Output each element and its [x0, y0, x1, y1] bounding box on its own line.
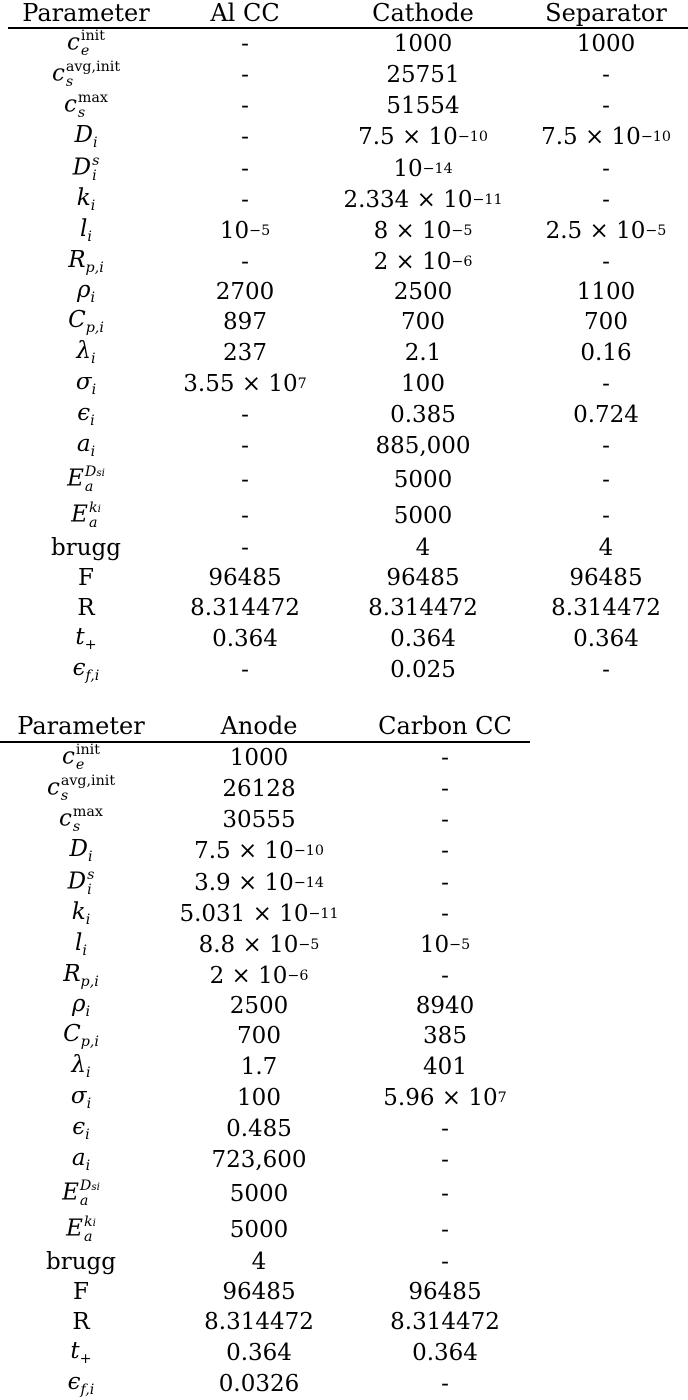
- table-row: [0, 1277, 688, 1307]
- parameter-symbol: $k_i$: [76, 184, 96, 214]
- value-separator: -: [602, 155, 610, 182]
- value-anode: 96485: [222, 1278, 296, 1305]
- value-separator: -: [602, 186, 610, 213]
- parameter-symbol: $l_i$: [75, 929, 87, 959]
- table-row: [0, 1337, 688, 1369]
- table-row: [0, 991, 688, 1021]
- parameter-symbol: c max s: [59, 804, 103, 836]
- table-row: [0, 461, 688, 499]
- table-row: [0, 91, 688, 121]
- value-al-cc: -: [241, 656, 249, 683]
- parameter-symbol: $t_+$: [75, 623, 97, 653]
- parameter-symbol: $a_i$: [71, 1144, 91, 1174]
- value-separator: 1100: [576, 278, 636, 305]
- parameter-symbol: F: [78, 564, 94, 591]
- value-al-cc: 2700: [215, 278, 275, 305]
- value-al-cc: -: [241, 432, 249, 459]
- value-al-cc: -: [241, 61, 249, 88]
- value-cathode: 96485: [386, 564, 460, 591]
- table-row: [0, 215, 688, 247]
- value-al-cc: -: [241, 248, 249, 275]
- value-al-cc: -: [241, 401, 249, 428]
- table-row: [0, 805, 688, 835]
- value-anode: 8.8 × 10 −5: [198, 931, 320, 958]
- value-anode: 723,600: [211, 1146, 307, 1173]
- parameter-symbol: $\rho_i$: [71, 990, 91, 1020]
- parameter-symbol: $\sigma_i$: [70, 1082, 92, 1112]
- column-header-parameter: Parameter: [17, 712, 145, 740]
- parameter-symbol: $C_{p,i}$: [63, 1020, 99, 1050]
- parameter-symbol: brugg: [46, 1248, 116, 1275]
- value-cathode: 25751: [386, 61, 460, 88]
- parameter-symbol: $k_i$: [71, 898, 91, 928]
- table-row: [0, 369, 688, 399]
- value-al-cc: -: [241, 466, 249, 493]
- value-anode: 8.314472: [204, 1308, 314, 1335]
- value-carbon-cc: 0.364: [412, 1339, 478, 1366]
- value-al-cc: -: [241, 186, 249, 213]
- value-al-cc: -: [241, 502, 249, 529]
- value-cathode: 5000: [393, 466, 453, 493]
- parameter-symbol: $\epsilon_i$: [77, 399, 95, 429]
- parameter-symbol: $\epsilon_i$: [72, 1113, 90, 1143]
- value-anode: 1000: [229, 744, 289, 771]
- value-carbon-cc: 10 −5: [419, 931, 471, 958]
- value-separator: 96485: [569, 564, 643, 591]
- value-al-cc: 0.364: [212, 625, 278, 652]
- value-carbon-cc: -: [441, 869, 449, 896]
- value-carbon-cc: -: [441, 744, 449, 771]
- value-cathode: 100: [401, 370, 445, 397]
- parameter-symbol: $\epsilon_{f,i}$: [72, 654, 100, 684]
- value-carbon-cc: 8.314472: [390, 1308, 500, 1335]
- value-cathode: 0.364: [390, 625, 456, 652]
- value-cathode: 885,000: [375, 432, 471, 459]
- table-row: [0, 1145, 688, 1175]
- value-anode: 0.364: [226, 1339, 292, 1366]
- value-separator: 7.5 × 10 −10: [541, 123, 671, 150]
- value-separator: -: [602, 92, 610, 119]
- value-anode: 3.9 × 10 −14: [194, 869, 324, 896]
- value-anode: 0.0326: [218, 1370, 300, 1397]
- table-row: [0, 929, 688, 961]
- value-cathode: 5000: [393, 502, 453, 529]
- table-row: [0, 121, 688, 153]
- value-carbon-cc: -: [441, 1180, 449, 1207]
- value-cathode: 2.1: [404, 339, 442, 366]
- column-header-anode: Anode: [220, 712, 298, 740]
- value-anode: 0.485: [226, 1115, 292, 1142]
- table-row: [0, 1213, 688, 1247]
- parameter-symbol: c max s: [64, 90, 108, 122]
- value-separator: -: [602, 370, 610, 397]
- table-row: [0, 1307, 688, 1337]
- table-row: [0, 961, 688, 991]
- value-cathode: 0.385: [390, 401, 456, 428]
- value-anode: 5000: [229, 1180, 289, 1207]
- table-row: [0, 1369, 688, 1399]
- parameter-symbol: $\sigma_i$: [75, 368, 97, 398]
- value-cathode: 2500: [393, 278, 453, 305]
- value-carbon-cc: -: [441, 1216, 449, 1243]
- value-separator: 700: [584, 308, 628, 335]
- value-al-cc: -: [241, 123, 249, 150]
- value-anode: 2500: [229, 992, 289, 1019]
- value-separator: -: [602, 61, 610, 88]
- column-header-cathode: Cathode: [372, 0, 474, 27]
- value-carbon-cc: 5.96 × 10 7: [383, 1084, 507, 1111]
- value-anode: 700: [237, 1022, 281, 1049]
- value-anode: 1.7: [240, 1053, 278, 1080]
- parameter-symbol: c init e: [62, 742, 100, 774]
- value-cathode: 2.334 × 10 −11: [343, 186, 503, 213]
- value-carbon-cc: 385: [423, 1022, 467, 1049]
- value-al-cc: 897: [223, 308, 267, 335]
- table-row: [0, 431, 688, 461]
- table-row: [0, 867, 688, 899]
- value-separator: 0.724: [573, 401, 639, 428]
- value-separator: -: [602, 502, 610, 529]
- parameter-symbol: $R_{p,i}$: [68, 246, 104, 276]
- table-row: [0, 337, 688, 369]
- column-header-separator: Separator: [545, 0, 667, 27]
- value-cathode: 8.314472: [368, 594, 478, 621]
- column-header-carbon-cc: Carbon CC: [378, 712, 512, 740]
- value-carbon-cc: -: [441, 1248, 449, 1275]
- value-anode: 2 × 10 −6: [209, 962, 309, 989]
- table-row: [0, 773, 688, 805]
- parameter-symbol: c init e: [67, 28, 105, 60]
- value-anode: 7.5 × 10 −10: [194, 837, 324, 864]
- value-al-cc: 96485: [208, 564, 282, 591]
- value-carbon-cc: -: [441, 1370, 449, 1397]
- table-row: [0, 277, 688, 307]
- parameter-symbol: $C_{p,i}$: [68, 306, 104, 336]
- parameter-symbol: c avg,init s: [46, 773, 116, 805]
- table-row: [0, 29, 688, 59]
- parameter-symbol: $\lambda_i$: [76, 337, 96, 367]
- value-carbon-cc: -: [441, 1146, 449, 1173]
- value-separator: -: [602, 466, 610, 493]
- table-row: [0, 247, 688, 277]
- parameter-symbol: E Dsi a: [67, 464, 105, 496]
- value-carbon-cc: 96485: [408, 1278, 482, 1305]
- table-row: [0, 593, 688, 623]
- parameter-symbol: $\lambda_i$: [71, 1051, 91, 1081]
- value-al-cc: -: [241, 92, 249, 119]
- column-header-parameter: Parameter: [22, 0, 150, 27]
- parameter-symbol: $a_i$: [76, 430, 96, 460]
- parameter-symbol: R: [72, 1308, 90, 1335]
- column-header-al-cc: Al CC: [210, 0, 280, 27]
- table-row: [0, 307, 688, 337]
- table-row: [0, 623, 688, 655]
- table-row: [0, 1113, 688, 1145]
- parameter-symbol: D s i: [67, 867, 95, 899]
- parameter-symbol: $t_+$: [70, 1337, 92, 1367]
- value-anode: 30555: [222, 806, 296, 833]
- parameter-symbol: brugg: [51, 534, 121, 561]
- value-cathode: 8 × 10 −5: [373, 217, 473, 244]
- table-header: [0, 0, 688, 26]
- value-carbon-cc: 401: [423, 1053, 467, 1080]
- table-row: [0, 563, 688, 593]
- table-row: [0, 533, 688, 563]
- value-al-cc: 237: [223, 339, 267, 366]
- table-row: [0, 655, 688, 685]
- parameter-symbol: D s i: [72, 153, 100, 185]
- value-anode: 100: [237, 1084, 281, 1111]
- value-anode: 4: [251, 1248, 267, 1275]
- value-cathode: 2 × 10 −6: [373, 248, 473, 275]
- parameter-symbol: $D_i$: [69, 835, 93, 865]
- parameter-symbol: F: [73, 1278, 89, 1305]
- parameter-symbol: E ki a: [66, 1214, 96, 1246]
- value-separator: 2.5 × 10 −5: [545, 217, 667, 244]
- value-anode: 26128: [222, 775, 296, 802]
- value-cathode: 1000: [393, 30, 453, 57]
- parameter-symbol: R: [77, 594, 95, 621]
- table-row: [0, 1051, 688, 1083]
- table-row: [0, 153, 688, 185]
- value-cathode: 0.025: [390, 656, 456, 683]
- parameter-symbol: E ki a: [71, 500, 101, 532]
- value-cathode: 4: [415, 534, 431, 561]
- table-row: [0, 835, 688, 867]
- value-separator: 0.16: [580, 339, 632, 366]
- value-anode: 5000: [229, 1216, 289, 1243]
- value-carbon-cc: -: [441, 837, 449, 864]
- table-row: [0, 59, 688, 91]
- table-header: [0, 712, 688, 740]
- value-separator: 1000: [576, 30, 636, 57]
- parameter-symbol: $R_{p,i}$: [63, 960, 99, 990]
- value-separator: 4: [598, 534, 614, 561]
- table-row: [0, 1021, 688, 1051]
- parameter-symbol: $l_i$: [80, 215, 92, 245]
- table-row: [0, 1083, 688, 1113]
- value-carbon-cc: -: [441, 806, 449, 833]
- value-al-cc: 3.55 × 10 7: [183, 370, 307, 397]
- table-row: [0, 1247, 688, 1277]
- value-separator: 8.314472: [551, 594, 661, 621]
- value-separator: -: [602, 656, 610, 683]
- parameter-symbol: $\rho_i$: [76, 276, 96, 306]
- parameter-symbol: E Dsi a: [62, 1178, 100, 1210]
- table-row: [0, 743, 688, 773]
- value-carbon-cc: 8940: [415, 992, 475, 1019]
- value-carbon-cc: -: [441, 1115, 449, 1142]
- value-carbon-cc: -: [441, 962, 449, 989]
- value-separator: -: [602, 248, 610, 275]
- parameter-symbol: $\epsilon_{f,i}$: [67, 1368, 95, 1398]
- value-carbon-cc: -: [441, 775, 449, 802]
- parameter-symbol: c avg,init s: [51, 59, 121, 91]
- value-al-cc: 10 −5: [219, 217, 271, 244]
- table-row: [0, 185, 688, 215]
- value-cathode: 700: [401, 308, 445, 335]
- parameter-symbol: $D_i$: [74, 121, 98, 151]
- value-cathode: 7.5 × 10 −10: [358, 123, 488, 150]
- value-al-cc: -: [241, 534, 249, 561]
- value-carbon-cc: -: [441, 900, 449, 927]
- table-row: [0, 399, 688, 431]
- value-anode: 5.031 × 10 −11: [179, 900, 339, 927]
- table-row: [0, 499, 688, 533]
- value-al-cc: 8.314472: [190, 594, 300, 621]
- value-al-cc: -: [241, 155, 249, 182]
- value-cathode: 51554: [386, 92, 460, 119]
- table-row: [0, 1175, 688, 1213]
- table-row: [0, 899, 688, 929]
- value-al-cc: -: [241, 30, 249, 57]
- value-separator: -: [602, 432, 610, 459]
- value-cathode: 10 −14: [393, 155, 453, 182]
- value-separator: 0.364: [573, 625, 639, 652]
